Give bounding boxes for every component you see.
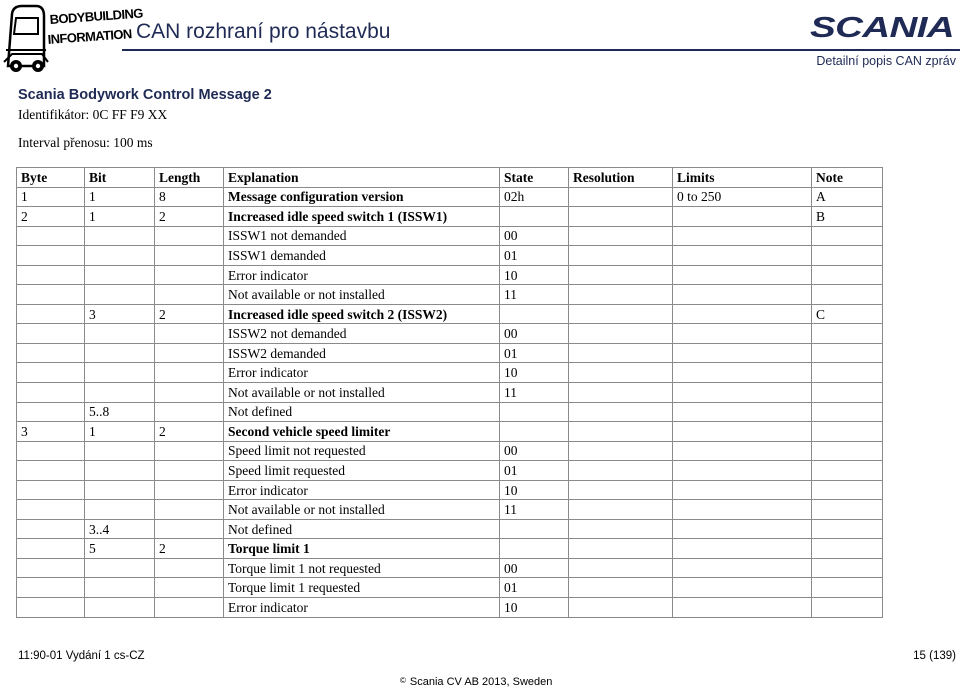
- cell-explanation: Not available or not installed: [224, 285, 500, 305]
- cell-state: 00: [500, 441, 569, 461]
- table-row: [17, 383, 883, 403]
- cell-byte: [17, 441, 85, 461]
- cell-bit: 3: [85, 304, 155, 324]
- cell-resolution: [569, 226, 673, 246]
- table-row: [17, 461, 883, 481]
- cell-length: [155, 558, 224, 578]
- table-body: [17, 187, 883, 617]
- cell-bit: [85, 441, 155, 461]
- cell-note: C: [812, 304, 883, 324]
- cell-note: B: [812, 207, 883, 227]
- cell-byte: [17, 324, 85, 344]
- cell-limits: [673, 402, 812, 422]
- message-interval: Interval přenosu: 100 ms: [18, 135, 153, 150]
- cell-resolution: [569, 480, 673, 500]
- cell-explanation: Message configuration version: [224, 187, 500, 207]
- cell-note: [812, 578, 883, 598]
- cell-resolution: [569, 461, 673, 481]
- cell-note: [812, 441, 883, 461]
- cell-limits: [673, 539, 812, 559]
- page-number: 15 (139): [913, 650, 956, 662]
- cell-limits: 0 to 250: [673, 187, 812, 207]
- cell-limits: [673, 422, 812, 442]
- cell-length: [155, 461, 224, 481]
- cell-note: [812, 343, 883, 363]
- cell-state: 10: [500, 363, 569, 383]
- table-row: [17, 558, 883, 578]
- cell-length: [155, 226, 224, 246]
- cell-bit: [85, 363, 155, 383]
- cell-byte: [17, 226, 85, 246]
- cell-byte: [17, 480, 85, 500]
- cell-resolution: [569, 441, 673, 461]
- cell-byte: 1: [17, 187, 85, 207]
- header-divider: [122, 49, 960, 51]
- cell-bit: [85, 324, 155, 344]
- cell-explanation: Error indicator: [224, 480, 500, 500]
- table-row: [17, 207, 883, 227]
- header-resolution: Resolution: [569, 168, 673, 188]
- table-row: [17, 285, 883, 305]
- cell-byte: [17, 383, 85, 403]
- scania-logo: [810, 10, 956, 42]
- cell-bit: [85, 480, 155, 500]
- cell-state: 00: [500, 324, 569, 344]
- cell-resolution: [569, 402, 673, 422]
- header-state: State: [500, 168, 569, 188]
- cell-byte: [17, 578, 85, 598]
- truck-icon: [4, 6, 48, 72]
- cell-byte: [17, 304, 85, 324]
- cell-bit: [85, 500, 155, 520]
- cell-bit: [85, 246, 155, 266]
- cell-explanation: Torque limit 1 not requested: [224, 558, 500, 578]
- cell-limits: [673, 324, 812, 344]
- cell-length: [155, 480, 224, 500]
- header-note: Note: [812, 168, 883, 188]
- cell-note: [812, 383, 883, 403]
- cell-note: [812, 598, 883, 618]
- cell-state: 01: [500, 578, 569, 598]
- cell-state: 02h: [500, 187, 569, 207]
- cell-state: 01: [500, 246, 569, 266]
- cell-note: [812, 324, 883, 344]
- cell-resolution: [569, 265, 673, 285]
- cell-explanation: Torque limit 1: [224, 539, 500, 559]
- cell-resolution: [569, 383, 673, 403]
- table-row: [17, 422, 883, 442]
- cell-note: [812, 519, 883, 539]
- cell-explanation: ISSW1 demanded: [224, 246, 500, 266]
- header-byte: Byte: [17, 168, 85, 188]
- cell-state: 11: [500, 500, 569, 520]
- cell-state: 11: [500, 285, 569, 305]
- table-row: [17, 363, 883, 383]
- cell-bit: 3..4: [85, 519, 155, 539]
- cell-explanation: Increased idle speed switch 2 (ISSW2): [224, 304, 500, 324]
- table-row: [17, 441, 883, 461]
- table-row: [17, 324, 883, 344]
- cell-state: 10: [500, 480, 569, 500]
- cell-limits: [673, 461, 812, 481]
- cell-resolution: [569, 304, 673, 324]
- cell-resolution: [569, 207, 673, 227]
- cell-note: [812, 500, 883, 520]
- cell-resolution: [569, 343, 673, 363]
- document-subtitle: Detailní popis CAN zpráv: [816, 54, 956, 68]
- cell-limits: [673, 304, 812, 324]
- table-header-row: [17, 168, 883, 188]
- cell-bit: 1: [85, 207, 155, 227]
- cell-resolution: [569, 500, 673, 520]
- cell-note: A: [812, 187, 883, 207]
- cell-bit: [85, 265, 155, 285]
- cell-length: 2: [155, 304, 224, 324]
- cell-bit: [85, 285, 155, 305]
- cell-note: [812, 285, 883, 305]
- cell-limits: [673, 363, 812, 383]
- cell-limits: [673, 480, 812, 500]
- cell-byte: [17, 558, 85, 578]
- table-row: [17, 246, 883, 266]
- header-length: Length: [155, 168, 224, 188]
- cell-length: 2: [155, 207, 224, 227]
- cell-state: 10: [500, 598, 569, 618]
- cell-length: [155, 383, 224, 403]
- cell-limits: [673, 207, 812, 227]
- cell-explanation: ISSW1 not demanded: [224, 226, 500, 246]
- cell-explanation: Error indicator: [224, 363, 500, 383]
- message-title: Scania Bodywork Control Message 2: [18, 87, 272, 103]
- cell-explanation: ISSW2 demanded: [224, 343, 500, 363]
- cell-length: [155, 265, 224, 285]
- cell-limits: [673, 598, 812, 618]
- cell-byte: [17, 500, 85, 520]
- table-row: [17, 304, 883, 324]
- cell-limits: [673, 383, 812, 403]
- cell-note: [812, 402, 883, 422]
- header-limits: Limits: [673, 168, 812, 188]
- cell-resolution: [569, 519, 673, 539]
- cell-limits: [673, 265, 812, 285]
- logo-line-2: INFORMATION: [47, 26, 133, 47]
- cell-state: [500, 519, 569, 539]
- table-row: [17, 519, 883, 539]
- cell-explanation: Speed limit requested: [224, 461, 500, 481]
- copyright-symbol: ©: [400, 676, 406, 685]
- cell-byte: [17, 343, 85, 363]
- cell-byte: [17, 539, 85, 559]
- cell-length: [155, 402, 224, 422]
- table-row: [17, 226, 883, 246]
- cell-byte: [17, 363, 85, 383]
- cell-explanation: Speed limit not requested: [224, 441, 500, 461]
- cell-state: [500, 207, 569, 227]
- table-row: [17, 187, 883, 207]
- table-row: [17, 265, 883, 285]
- header-bit: Bit: [85, 168, 155, 188]
- cell-bit: 5: [85, 539, 155, 559]
- cell-explanation: ISSW2 not demanded: [224, 324, 500, 344]
- cell-state: [500, 304, 569, 324]
- cell-byte: [17, 246, 85, 266]
- cell-state: 00: [500, 558, 569, 578]
- cell-resolution: [569, 187, 673, 207]
- cell-byte: 2: [17, 207, 85, 227]
- cell-bit: [85, 343, 155, 363]
- cell-length: [155, 500, 224, 520]
- cell-explanation: Second vehicle speed limiter: [224, 422, 500, 442]
- cell-state: [500, 539, 569, 559]
- table-row: [17, 578, 883, 598]
- signal-table: [16, 167, 883, 618]
- table-row: [17, 343, 883, 363]
- cell-bit: 1: [85, 422, 155, 442]
- cell-limits: [673, 441, 812, 461]
- cell-length: [155, 363, 224, 383]
- cell-explanation: Not available or not installed: [224, 383, 500, 403]
- header-explanation: Explanation: [224, 168, 500, 188]
- bodybuilding-information-logo: [2, 0, 144, 76]
- cell-resolution: [569, 246, 673, 266]
- cell-resolution: [569, 578, 673, 598]
- cell-length: [155, 598, 224, 618]
- cell-explanation: Error indicator: [224, 598, 500, 618]
- cell-limits: [673, 578, 812, 598]
- cell-resolution: [569, 363, 673, 383]
- cell-explanation: Not defined: [224, 402, 500, 422]
- cell-resolution: [569, 422, 673, 442]
- cell-limits: [673, 343, 812, 363]
- cell-resolution: [569, 285, 673, 305]
- cell-byte: [17, 461, 85, 481]
- cell-bit: [85, 578, 155, 598]
- cell-state: [500, 402, 569, 422]
- copyright-notice: [400, 676, 552, 688]
- logo-line-1: BODYBUILDING: [49, 5, 144, 27]
- message-identifier: Identifikátor: 0C FF F9 XX: [18, 107, 168, 122]
- cell-explanation: Torque limit 1 requested: [224, 578, 500, 598]
- cell-note: [812, 265, 883, 285]
- cell-state: [500, 422, 569, 442]
- cell-bit: 1: [85, 187, 155, 207]
- cell-state: 01: [500, 461, 569, 481]
- cell-length: [155, 285, 224, 305]
- cell-limits: [673, 226, 812, 246]
- cell-limits: [673, 519, 812, 539]
- cell-bit: [85, 558, 155, 578]
- table-row: [17, 500, 883, 520]
- cell-note: [812, 226, 883, 246]
- cell-bit: [85, 226, 155, 246]
- document-reference: 11:90-01 Vydání 1 cs-CZ: [18, 650, 145, 662]
- cell-bit: [85, 461, 155, 481]
- cell-note: [812, 539, 883, 559]
- cell-byte: [17, 285, 85, 305]
- cell-note: [812, 422, 883, 442]
- cell-resolution: [569, 539, 673, 559]
- cell-length: [155, 343, 224, 363]
- cell-length: [155, 578, 224, 598]
- cell-byte: [17, 598, 85, 618]
- cell-explanation: Error indicator: [224, 265, 500, 285]
- cell-bit: [85, 383, 155, 403]
- cell-note: [812, 558, 883, 578]
- cell-length: [155, 519, 224, 539]
- table-row: [17, 480, 883, 500]
- scania-wordmark: SCANIA: [810, 12, 954, 44]
- cell-resolution: [569, 324, 673, 344]
- cell-length: 2: [155, 422, 224, 442]
- cell-byte: [17, 519, 85, 539]
- cell-byte: [17, 402, 85, 422]
- table-row: [17, 402, 883, 422]
- cell-length: 8: [155, 187, 224, 207]
- cell-limits: [673, 500, 812, 520]
- cell-byte: 3: [17, 422, 85, 442]
- copyright-text: Scania CV AB 2013, Sweden: [409, 676, 553, 688]
- cell-explanation: Not defined: [224, 519, 500, 539]
- cell-limits: [673, 285, 812, 305]
- cell-note: [812, 246, 883, 266]
- cell-state: 00: [500, 226, 569, 246]
- cell-limits: [673, 246, 812, 266]
- cell-state: 11: [500, 383, 569, 403]
- cell-state: 10: [500, 265, 569, 285]
- table-row: [17, 598, 883, 618]
- cell-bit: 5..8: [85, 402, 155, 422]
- cell-length: [155, 441, 224, 461]
- cell-length: [155, 324, 224, 344]
- cell-bit: [85, 598, 155, 618]
- document-title: CAN rozhraní pro nástavbu: [136, 20, 391, 43]
- cell-note: [812, 480, 883, 500]
- cell-limits: [673, 558, 812, 578]
- cell-note: [812, 461, 883, 481]
- cell-note: [812, 363, 883, 383]
- cell-state: 01: [500, 343, 569, 363]
- cell-explanation: Increased idle speed switch 1 (ISSW1): [224, 207, 500, 227]
- cell-explanation: Not available or not installed: [224, 500, 500, 520]
- cell-length: 2: [155, 539, 224, 559]
- cell-byte: [17, 265, 85, 285]
- table-row: [17, 539, 883, 559]
- cell-length: [155, 246, 224, 266]
- cell-resolution: [569, 558, 673, 578]
- cell-resolution: [569, 598, 673, 618]
